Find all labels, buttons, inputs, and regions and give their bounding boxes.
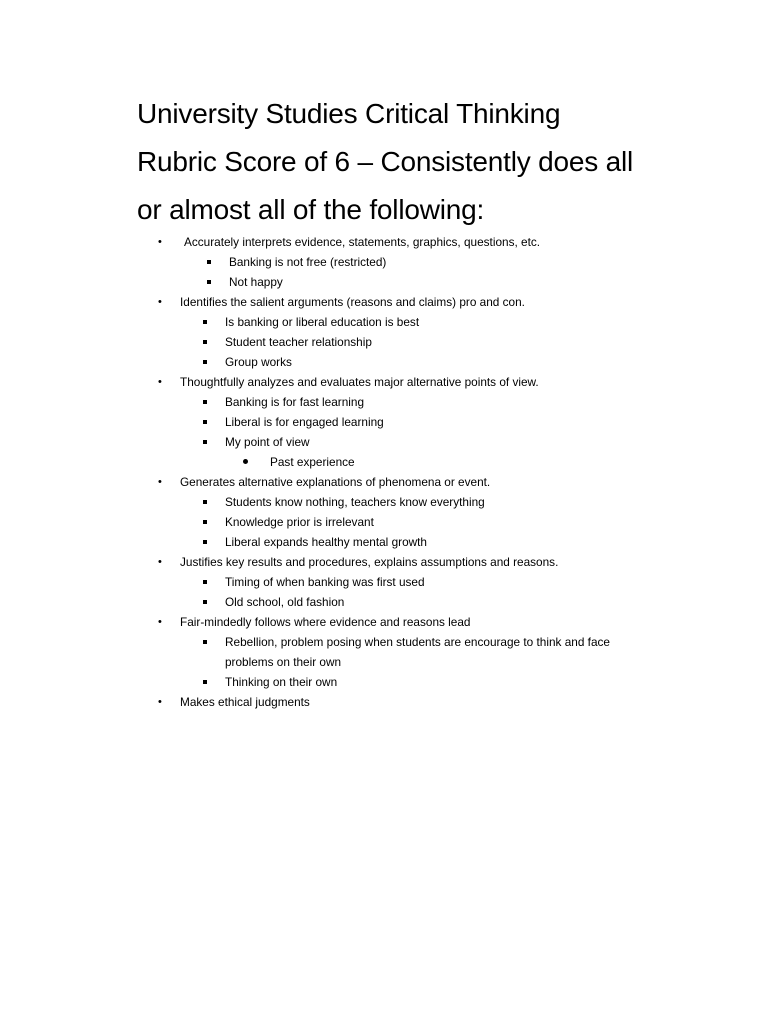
bullet-icon: • xyxy=(158,476,162,488)
square-bullet-icon xyxy=(203,640,207,644)
bullet-icon: • xyxy=(158,696,162,708)
criteria-text: Thoughtfully analyzes and evaluates major alternative points of view. xyxy=(180,375,539,389)
square-bullet-icon xyxy=(203,420,207,424)
sub-item-text: Timing of when banking was first used xyxy=(225,575,425,589)
title-line: or almost all of the following: xyxy=(137,194,485,225)
sub-item xyxy=(225,352,645,372)
criteria-list xyxy=(0,232,768,712)
subsub-item xyxy=(270,452,645,472)
sub-item-text: Is banking or liberal education is best xyxy=(225,315,420,329)
sub-item xyxy=(225,392,645,412)
square-bullet-icon xyxy=(203,320,207,324)
square-bullet-icon xyxy=(207,260,211,264)
sub-item xyxy=(225,492,645,512)
square-bullet-icon xyxy=(203,680,207,684)
sub-item-text: Liberal is for engaged learning xyxy=(225,415,384,429)
criteria-item xyxy=(0,612,768,692)
sub-list xyxy=(180,392,768,472)
criteria-item xyxy=(0,552,768,612)
bullet-icon: • xyxy=(158,556,162,568)
sub-item xyxy=(225,512,645,532)
sub-item-text: Knowledge prior is irrelevant xyxy=(225,515,374,529)
sub-item xyxy=(225,672,645,692)
square-bullet-icon xyxy=(203,400,207,404)
square-bullet-icon xyxy=(203,520,207,524)
bullet-icon: • xyxy=(158,616,162,628)
sub-item-text: Old school, old fashion xyxy=(225,595,345,609)
sub-item-text: Liberal expands healthy mental growth xyxy=(225,535,427,549)
sub-list xyxy=(180,572,768,612)
sub-item xyxy=(225,632,645,672)
criteria-item xyxy=(0,692,768,712)
square-bullet-icon xyxy=(203,440,207,444)
square-bullet-icon xyxy=(203,500,207,504)
sub-item-text: Banking is for fast learning xyxy=(225,395,365,409)
square-bullet-icon xyxy=(203,360,207,364)
sub-item xyxy=(225,532,645,552)
sub-item xyxy=(225,572,645,592)
sub-item-text: Students know nothing, teachers know everything xyxy=(225,495,485,509)
bullet-icon: • xyxy=(158,236,162,248)
title-line: University Studies Critical Thinking xyxy=(137,98,561,129)
sub-item-text: Not happy xyxy=(229,275,283,289)
criteria-text: Justifies key results and procedures, explains assumptions and reasons. xyxy=(180,555,559,569)
sub-item xyxy=(225,412,645,432)
sub-item xyxy=(225,592,645,612)
sub-list xyxy=(180,492,768,552)
bullet-icon: • xyxy=(158,296,162,308)
square-bullet-icon xyxy=(207,280,211,284)
sub-list xyxy=(184,252,768,292)
square-bullet-icon xyxy=(203,540,207,544)
document-title xyxy=(137,90,697,234)
sub-list xyxy=(180,312,768,372)
criteria-text: Fair-mindedly follows where evidence and reasons lead xyxy=(180,615,471,629)
sub-item-text: Group works xyxy=(225,355,292,369)
sub-item-text: My point of view xyxy=(225,435,310,449)
square-bullet-icon xyxy=(203,600,207,604)
title-line: Rubric Score of 6 – Consistently does all xyxy=(137,146,634,177)
criteria-text: Makes ethical judgments xyxy=(180,695,310,709)
sub-item-text: Rebellion, problem posing when students are encourage to think and face problems on their own xyxy=(225,635,610,669)
criteria-text: Identifies the salient arguments (reasons and claims) pro and con. xyxy=(180,295,525,309)
criteria-item xyxy=(0,232,768,292)
sub-item-text: Thinking on their own xyxy=(225,675,338,689)
sub-item xyxy=(229,252,649,272)
sub-list xyxy=(180,632,768,692)
square-bullet-icon xyxy=(203,580,207,584)
criteria-text: Accurately interprets evidence, statements, graphics, questions, etc. xyxy=(184,235,541,249)
criteria-item xyxy=(0,372,768,472)
sub-item-text: Banking is not free (restricted) xyxy=(229,255,387,269)
round-bullet-icon xyxy=(243,459,248,464)
square-bullet-icon xyxy=(203,340,207,344)
sub-item xyxy=(225,332,645,352)
sub-item-text: Student teacher relationship xyxy=(225,335,372,349)
bullet-icon: • xyxy=(158,376,162,388)
subsub-item-text: Past experience xyxy=(270,455,355,469)
sub-item xyxy=(229,272,649,292)
sub-item xyxy=(225,432,645,472)
sub-item xyxy=(225,312,645,332)
criteria-text: Generates alternative explanations of phenomena or event. xyxy=(180,475,491,489)
criteria-item xyxy=(0,292,768,372)
subsub-list xyxy=(225,452,645,472)
criteria-item xyxy=(0,472,768,552)
